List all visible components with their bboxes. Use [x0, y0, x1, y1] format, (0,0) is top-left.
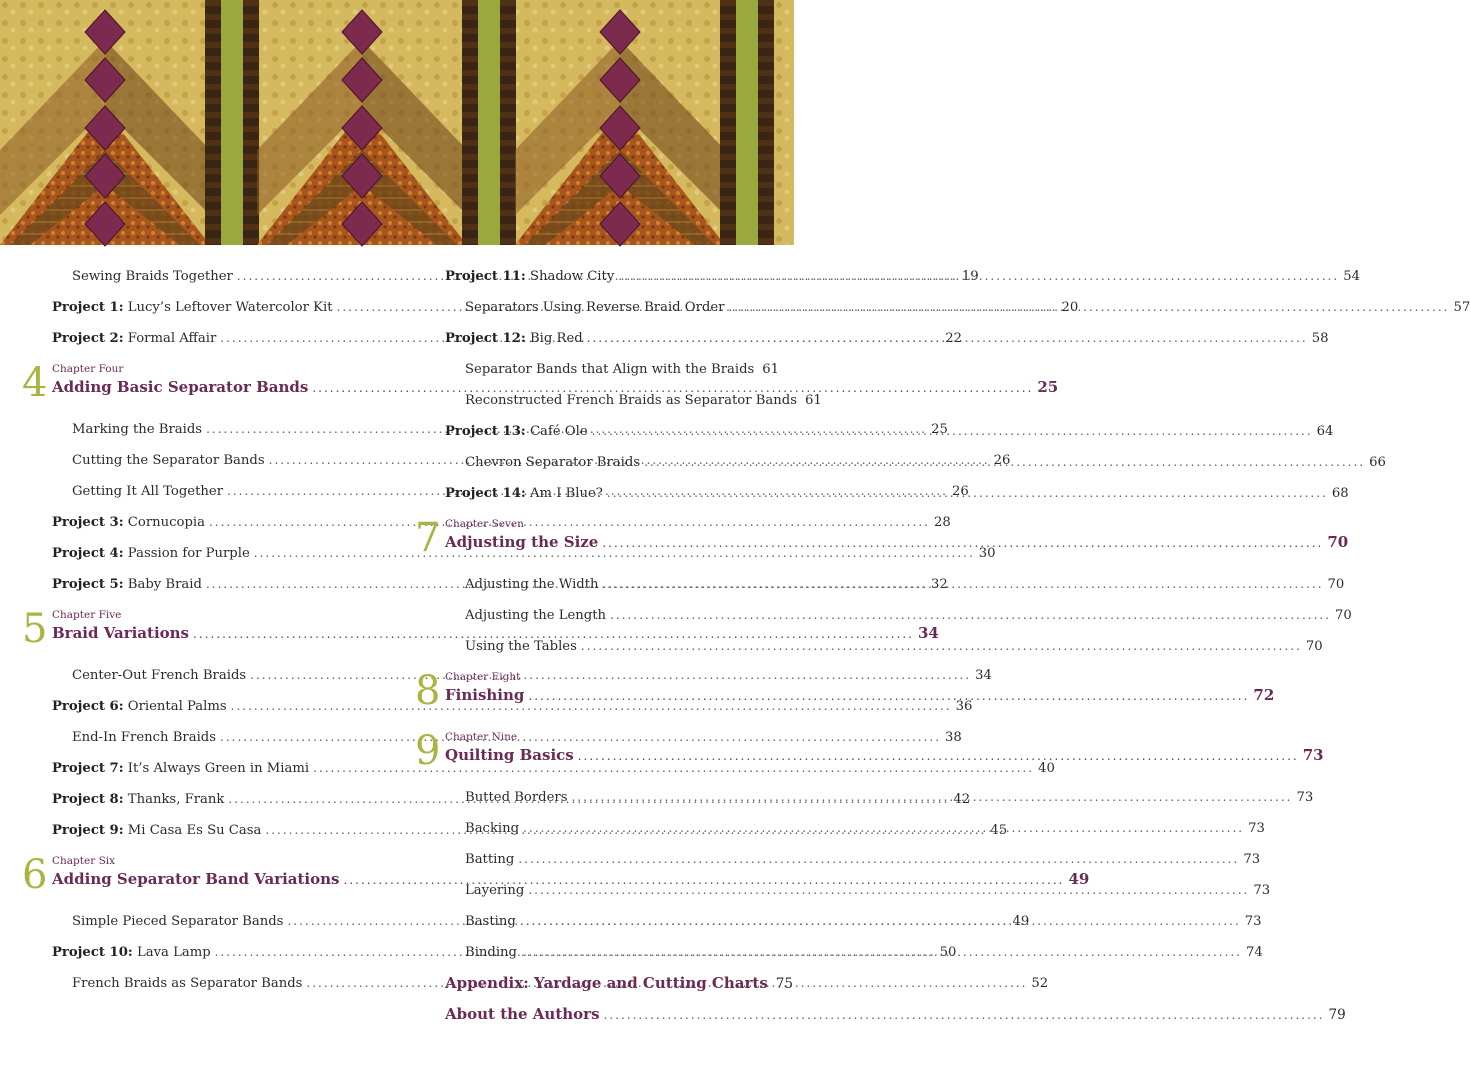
- spacer: [445, 961, 777, 975]
- page-number: 73: [1302, 746, 1324, 764]
- project-entry[interactable]: [52, 698, 973, 715]
- spacer: [52, 808, 384, 822]
- spacer: [52, 839, 384, 853]
- section-title: Layering: [465, 883, 525, 898]
- page-number: 58: [1311, 331, 1329, 346]
- dot-leader: [578, 748, 1299, 764]
- project-label: Project 10:: [52, 945, 133, 960]
- section-title: Cutting the Separator Bands: [72, 453, 265, 468]
- dot-leader: [571, 789, 1292, 805]
- spacer: [52, 992, 384, 1006]
- page-number: 70: [1327, 577, 1345, 592]
- project-title: [445, 331, 583, 347]
- spacer: [445, 806, 777, 820]
- dot-leader: [644, 454, 1365, 470]
- chapter-label: Chapter Eight: [445, 671, 521, 683]
- section-title: End-In French Braids: [72, 730, 217, 745]
- dot-leader: [581, 638, 1302, 654]
- page-number: 20: [1061, 300, 1079, 315]
- spacer: [52, 593, 384, 607]
- page-number: 54: [1343, 269, 1361, 284]
- spacer: [52, 961, 384, 975]
- spacer: [52, 438, 384, 452]
- spacer: [445, 655, 777, 669]
- project-name: Lava Lamp: [136, 945, 211, 960]
- section-title: Basting: [465, 914, 516, 929]
- section-title: Separators Using Reverse Braid Order: [465, 300, 725, 315]
- page-number: 61: [804, 393, 822, 408]
- spacer: [52, 746, 384, 760]
- dot-leader: [520, 913, 1241, 929]
- section-title: French Braids as Separator Bands: [72, 976, 303, 991]
- section-entry[interactable]: [445, 361, 780, 378]
- page-number: 64: [1316, 424, 1334, 439]
- page-number: 73: [1244, 914, 1262, 929]
- chapter-number: 8: [415, 668, 441, 714]
- page-number: 30: [978, 546, 996, 561]
- project-name: It’s Always Green in Miami: [127, 761, 310, 776]
- page-number: 61: [762, 362, 780, 377]
- page-number: 25: [931, 422, 948, 437]
- chapter-title: Adjusting the Size: [445, 533, 599, 551]
- quilt-pattern: [0, 0, 794, 245]
- page-number: 25: [1037, 378, 1059, 396]
- spacer: [445, 316, 777, 330]
- page-number: 75: [775, 976, 793, 992]
- dot-leader: [728, 299, 1449, 315]
- chapter-title: Finishing: [445, 686, 525, 704]
- spacer: [445, 868, 777, 882]
- chapter-number: 9: [415, 728, 441, 774]
- project-title: [445, 269, 614, 285]
- spacer: [445, 624, 777, 638]
- project-title: [52, 792, 224, 808]
- appendix-title: Appendix: Yardage and Cutting Charts: [445, 974, 768, 992]
- page-number: 45: [990, 823, 1008, 838]
- spacer: [52, 684, 384, 698]
- section-title: Using the Tables: [465, 639, 577, 654]
- project-name: Cornucopia: [127, 515, 205, 530]
- page-number: 73: [1243, 852, 1261, 867]
- section-entry[interactable]: [445, 607, 1352, 624]
- spacer: [52, 715, 384, 729]
- chapter-title: Adding Basic Separator Bands: [52, 378, 309, 396]
- section-title: Reconstructed French Braids as Separator Bands: [465, 393, 797, 408]
- spacer: [52, 562, 384, 576]
- dot-leader: [587, 330, 1308, 346]
- section-title: Center-Out French Braids: [72, 668, 247, 683]
- spacer: [445, 593, 777, 607]
- page-number: 26: [993, 453, 1011, 468]
- dot-leader: [603, 576, 1324, 592]
- project-title: [52, 300, 333, 316]
- page-number: 28: [933, 515, 951, 530]
- chapter-title-row[interactable]: [445, 533, 1349, 551]
- dot-leader: [607, 485, 1328, 501]
- spacer: [445, 378, 777, 392]
- project-name: Passion for Purple: [127, 546, 250, 561]
- chapter-label: Chapter Four: [52, 363, 124, 375]
- section-title: Backing: [465, 821, 520, 836]
- page-number: 49: [1012, 914, 1030, 929]
- chapter-title: Braid Variations: [52, 624, 189, 642]
- section-title: Adjusting the Width: [465, 577, 599, 592]
- project-entry[interactable]: [52, 545, 996, 562]
- spacer: [52, 285, 384, 299]
- spacer: [445, 560, 777, 576]
- spacer: [445, 930, 777, 944]
- page-number: 73: [1253, 883, 1271, 898]
- page-number: 79: [1328, 1007, 1346, 1023]
- spacer: [445, 440, 777, 454]
- chapter-label: Chapter Five: [52, 609, 122, 621]
- spacer: [445, 899, 777, 913]
- spacer: [52, 469, 384, 483]
- chapter-label: Chapter Six: [52, 855, 116, 867]
- chapter-label: Chapter Nine: [445, 731, 518, 743]
- page-number: 57: [1453, 300, 1470, 315]
- chapter-label: Chapter Seven: [445, 518, 524, 530]
- chapter-title: Quilting Basics: [445, 746, 574, 764]
- project-name: Café Ole: [529, 424, 588, 439]
- chapter-title: Adding Separator Band Variations: [52, 870, 340, 888]
- project-name: Mi Casa Es Su Casa: [127, 823, 262, 838]
- project-title: [445, 486, 603, 502]
- spacer: [52, 531, 384, 545]
- chapter-title-row[interactable]: [52, 624, 939, 642]
- project-title: [52, 823, 261, 839]
- spacer: [52, 897, 384, 913]
- project-label: Project 9:: [52, 823, 124, 838]
- section-title: Butted Borders: [465, 790, 568, 805]
- project-name: Thanks, Frank: [127, 792, 225, 807]
- project-title: [52, 945, 211, 961]
- page-number: 38: [945, 730, 962, 745]
- project-title: [52, 515, 205, 531]
- chapter-number: 7: [415, 515, 441, 561]
- page-number: 49: [1068, 870, 1090, 888]
- spacer: [52, 316, 384, 330]
- project-label: Project 13:: [445, 424, 526, 439]
- spacer: [52, 651, 384, 667]
- project-entry[interactable]: [52, 760, 1055, 777]
- project-name: Lucy’s Leftover Watercolor Kit: [127, 300, 333, 315]
- spacer: [445, 502, 777, 516]
- page-number: 50: [939, 945, 957, 960]
- project-label: Project 6:: [52, 699, 124, 714]
- project-title: [52, 546, 250, 562]
- page-number: 52: [1031, 976, 1049, 991]
- spacer: [445, 837, 777, 851]
- project-title: [52, 331, 216, 347]
- spacer: [52, 930, 384, 944]
- page-number: 66: [1369, 455, 1386, 470]
- dot-leader: [610, 607, 1331, 623]
- section-title: Separator Bands that Align with the Braids: [465, 362, 755, 377]
- spacer: [52, 777, 384, 791]
- appendix-entry[interactable]: [445, 1005, 1346, 1023]
- project-name: Baby Braid: [127, 577, 202, 592]
- page-number: 68: [1331, 486, 1349, 501]
- page-number: 34: [918, 624, 939, 642]
- section-title: Batting: [465, 852, 515, 867]
- chapter-title-row[interactable]: [52, 378, 1059, 396]
- dot-leader: [528, 882, 1249, 898]
- spacer: [445, 713, 777, 729]
- section-entry[interactable]: [445, 392, 822, 409]
- page-number: 36: [955, 699, 973, 714]
- page-number: 70: [1305, 639, 1323, 654]
- dot-leader: [618, 268, 1339, 284]
- project-name: Oriental Palms: [127, 699, 227, 714]
- dot-leader: [523, 820, 1244, 836]
- chapter-number: 4: [22, 360, 48, 406]
- chapter-title-row[interactable]: [445, 746, 1324, 764]
- project-name: Big Red: [529, 331, 583, 346]
- page-number: 70: [1335, 608, 1352, 623]
- project-label: Project 2:: [52, 331, 124, 346]
- section-title: Binding: [465, 945, 517, 960]
- section-title: Sewing Braids Together: [72, 269, 233, 284]
- section-entry[interactable]: [445, 882, 1271, 899]
- spacer: [445, 992, 777, 1006]
- project-name: Shadow City: [529, 269, 615, 284]
- project-title: [52, 699, 227, 715]
- project-label: Project 4:: [52, 546, 124, 561]
- project-title: [52, 577, 202, 593]
- page-number: 74: [1246, 945, 1263, 960]
- spacer: [445, 409, 777, 423]
- dot-leader: [521, 944, 1242, 960]
- project-label: Project 12:: [445, 331, 526, 346]
- page-number: 70: [1327, 533, 1349, 551]
- spacer: [445, 285, 777, 299]
- page-number: 42: [953, 792, 971, 807]
- project-label: Project 14:: [445, 486, 526, 501]
- project-label: Project 11:: [445, 269, 526, 284]
- section-title: Getting It All Together: [72, 484, 223, 499]
- dot-leader: [528, 688, 1249, 704]
- page-number: 72: [1253, 686, 1275, 704]
- page-number: 22: [945, 331, 963, 346]
- project-title: [52, 761, 309, 777]
- project-title: [445, 424, 588, 440]
- dot-leader: [602, 535, 1323, 551]
- chapter-title-row[interactable]: [52, 870, 1090, 888]
- section-entry[interactable]: [445, 851, 1261, 868]
- project-label: Project 7:: [52, 761, 124, 776]
- section-title: Chevron Separator Braids: [465, 455, 641, 470]
- appendix-entry[interactable]: [445, 974, 793, 992]
- spacer: [52, 347, 384, 361]
- appendix-title: About the Authors: [445, 1005, 600, 1023]
- page-number: 32: [930, 577, 948, 592]
- chapter-number: 5: [22, 606, 48, 652]
- section-entry[interactable]: [445, 638, 1323, 655]
- spacer: [445, 471, 777, 485]
- page-number: 73: [1248, 821, 1265, 836]
- spacer: [445, 773, 777, 789]
- project-label: Project 1:: [52, 300, 124, 315]
- page-number: 73: [1296, 790, 1314, 805]
- spacer: [445, 347, 777, 361]
- chapter-number: 6: [22, 852, 48, 898]
- chapter-title-row[interactable]: [445, 686, 1275, 704]
- page-number: 26: [952, 484, 969, 499]
- project-name: Am I Blue?: [529, 486, 603, 501]
- section-title: Marking the Braids: [72, 422, 203, 437]
- spacer: [52, 405, 384, 421]
- dot-leader: [518, 851, 1239, 867]
- project-name: Formal Affair: [127, 331, 217, 346]
- dot-leader: [604, 1007, 1325, 1023]
- section-title: Simple Pieced Separator Bands: [72, 914, 284, 929]
- quilt-banner-image: [0, 0, 794, 245]
- spacer: [52, 500, 384, 514]
- project-label: Project 5:: [52, 577, 124, 592]
- page-number: 34: [975, 668, 992, 683]
- project-label: Project 8:: [52, 792, 124, 807]
- spacer: [445, 1023, 777, 1037]
- project-label: Project 3:: [52, 515, 124, 530]
- page-number: 19: [961, 269, 979, 284]
- section-title: Adjusting the Length: [465, 608, 607, 623]
- page-number: 40: [1038, 761, 1055, 776]
- dot-leader: [592, 423, 1313, 439]
